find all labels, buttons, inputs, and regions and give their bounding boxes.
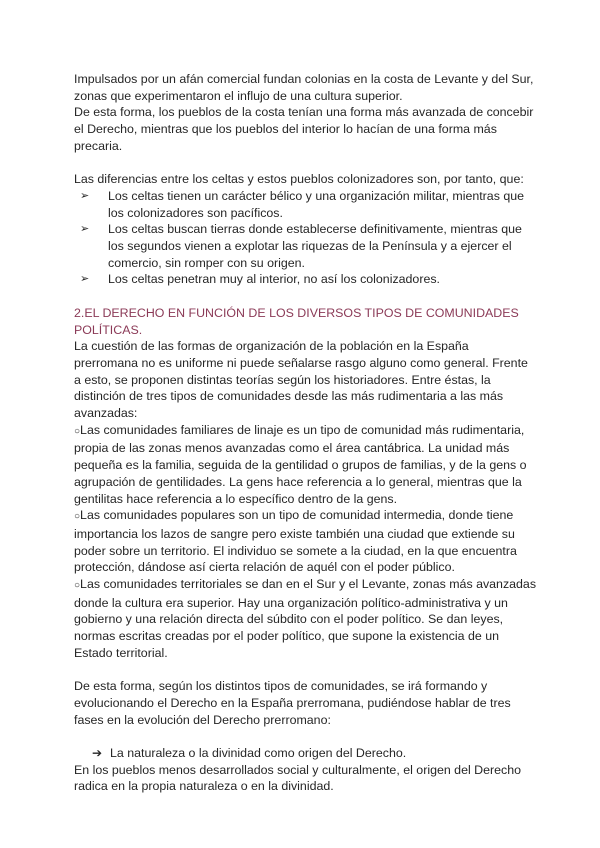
section-heading: 2.EL DERECHO EN FUNCIÓN DE LOS DIVERSOS TIPOS DE COMUNIDADES POLÍTICAS. [74,305,519,337]
community-type-populares [74,507,536,576]
arrowhead-bullet-icon: ➢ [80,189,90,202]
circle-bullet-icon: ○ [74,580,81,592]
section-intro: La cuestión de las formas de organización de la población en la España prerromana no es uniforme ni puede señalarse rasgo alguno como general. Frente a esto, se proponen distintas teorías según los historiadores. Entre éstas, la distinción de tres tipos de comunidades desde las más rudimentaria a las más avanzadas: [74,339,528,421]
list-item [74,188,536,221]
community-type-territoriales [74,576,536,662]
list-item-text: Los celtas penetran muy al interior, no así los colonizadores. [108,272,440,287]
right-arrow-icon: ➔ [92,746,103,761]
phase-description: En los pueblos menos desarrollados social y culturalmente, el origen del Derecho radica en la propia naturaleza o en la divinidad. [74,762,521,794]
circle-bullet-icon: ○ [74,425,81,437]
spacer [74,155,536,172]
phase-item [74,745,536,762]
spacer [74,288,536,305]
phase-title: La naturaleza o la divinidad como origen del Derecho. [110,746,407,761]
community-type-text: Las comunidades familiares de linaje es un tipo de comunidad más rudimentaria, propia de las zonas menos avanzadas como el área cantábrica. La unidad más pequeña es la familia, seguida de la gentilidad o grupos de familias, y de la gens o agrupación de gentilidades. La gens hace referencia a lo general, mientras que la gentilitas hace referencia a lo específico dentro de la gens. [74,422,527,506]
spacer [74,728,536,745]
list-item [74,221,536,271]
evolution-paragraph: De esta forma, según los distintos tipos de comunidades, se irá formando y evolucionando el Derecho en la España prerromana, pudiéndose hablar de tres fases en la evolución del Derecho prerromano: [74,679,511,727]
intro-paragraph-2: De esta forma, los pueblos de la costa tenían una forma más avanzada de concebir el Derecho, mientras que los pueblos del interior lo hacían de una forma más precaria. [74,105,534,153]
arrowhead-bullet-icon: ➢ [80,223,90,236]
spacer [74,662,536,679]
community-type-text: Las comunidades territoriales se dan en el Sur y el Levante, zonas más avanzadas donde la cultura era superior. Hay una organización político-administrativa y un gobierno y una relación directa del súbdito con el poder político. Se dan leyes, normas escritas creadas por el poder político, que supone la existencia de un Estado territorial. [74,577,537,660]
list-item-text: Los celtas tienen un carácter bélico y una organización militar, mientras que los colonizadores son pacíficos. [108,188,524,220]
differences-list [74,188,536,288]
circle-bullet-icon: ○ [74,511,81,523]
arrowhead-bullet-icon: ➢ [80,273,90,286]
community-type-text: Las comunidades populares son un tipo de comunidad intermedia, donde tiene importancia los lazos de sangre pero existe también una ciudad que extiende su poder sobre un territorio. El individuo se somete a la ciudad, en la que encuentra protección, dándose así cierta relación de aquél con el poder público. [74,508,517,575]
list-item-text: Los celtas buscan tierras donde establecerse definitivamente, mientras que los segundos vienen a explotar las riquezas de la Península y a ejercer el comercio, sin romper con su origen. [108,222,522,270]
document-body [74,71,536,795]
intro-paragraph-1: Impulsados por un afán comercial fundan colonias en la costa de Levante y del Sur, zonas que experimentaron el influjo de una cultura superior. [74,72,534,103]
list-item [74,271,536,288]
community-type-familiares [74,422,536,508]
differences-lead: Las diferencias entre los celtas y estos pueblos colonizadores son, por tanto, que: [74,172,524,187]
